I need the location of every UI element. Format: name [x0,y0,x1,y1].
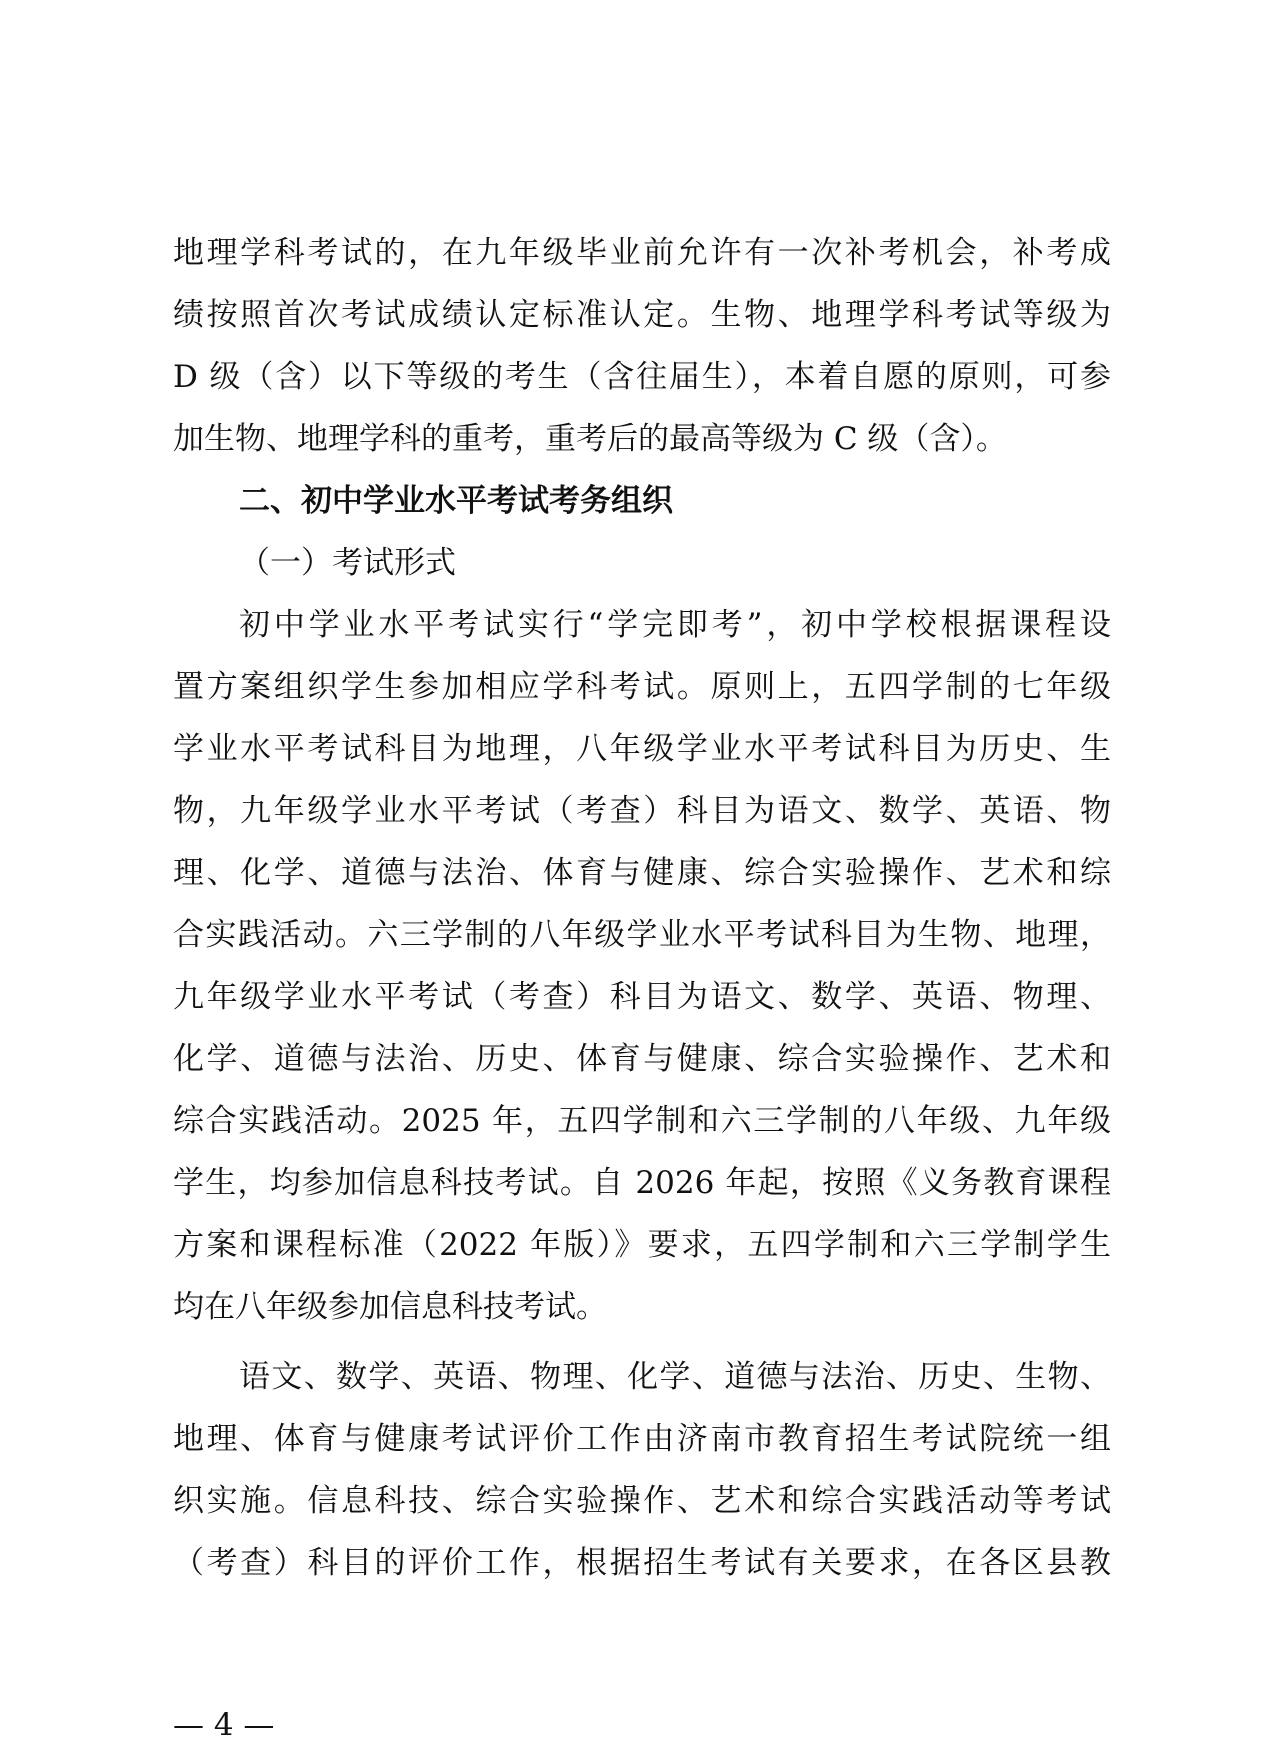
text-line: 均在八年级参加信息科技考试。 [173,1289,607,1325]
sub-section-heading: （一）考试形式 [239,545,456,581]
text-line: D 级（含）以下等级的考生（含往届生），本着自愿的原则，可参 [173,359,1111,395]
text-line: 化学、道德与法治、历史、体育与健康、综合实验操作、艺术和 [173,1041,1111,1077]
text-line: 物，九年级学业水平考试（考查）科目为语文、数学、英语、物 [173,793,1111,829]
paragraph-gap [173,1338,1111,1346]
text-line: （考查）科目的评价工作，根据招生考试有关要求，在各区县教 [173,1545,1111,1581]
text-line: 织实施。信息科技、综合实验操作、艺术和综合实践活动等考试 [173,1483,1111,1519]
text-line: 加生物、地理学科的重考，重考后的最高等级为 C 级（含）。 [173,421,1007,457]
text-line: 方案和课程标准（2022 年版）》要求，五四学制和六三学制学生 [173,1227,1111,1263]
text-line: 九年级学业水平考试（考查）科目为语文、数学、英语、物理、 [173,979,1111,1015]
text-line: 理、化学、道德与法治、体育与健康、综合实验操作、艺术和综 [173,855,1111,891]
page-number: — 4 — [173,1707,275,1743]
text-line: 初中学业水平考试实行“学完即考”，初中学校根据课程设 [239,607,1111,643]
text-line: 合实践活动。六三学制的八年级学业水平考试科目为生物、地理， [173,917,1111,953]
text-line: 综合实践活动。2025 年，五四学制和六三学制的八年级、九年级 [173,1103,1111,1139]
paragraph-continuation [173,222,1111,470]
document-body [173,222,1111,1594]
text-line: 语文、数学、英语、物理、化学、道德与法治、历史、生物、 [239,1359,1111,1395]
section-heading: 二、初中学业水平考试考务组织 [239,483,673,519]
text-line: 学业水平考试科目为地理，八年级学业水平考试科目为历史、生 [173,731,1111,767]
paragraph-exam-form [173,594,1111,1338]
text-line: 学生，均参加信息科技考试。自 2026 年起，按照《义务教育课程 [173,1165,1111,1201]
text-line: 地理、体育与健康考试评价工作由济南市教育招生考试院统一组 [173,1421,1111,1457]
text-line: 置方案组织学生参加相应学科考试。原则上，五四学制的七年级 [173,669,1111,705]
text-line: 地理学科考试的，在九年级毕业前允许有一次补考机会，补考成 [173,235,1111,271]
text-line: 绩按照首次考试成绩认定标准认定。生物、地理学科考试等级为 [173,297,1111,333]
paragraph-evaluation [173,1346,1111,1594]
